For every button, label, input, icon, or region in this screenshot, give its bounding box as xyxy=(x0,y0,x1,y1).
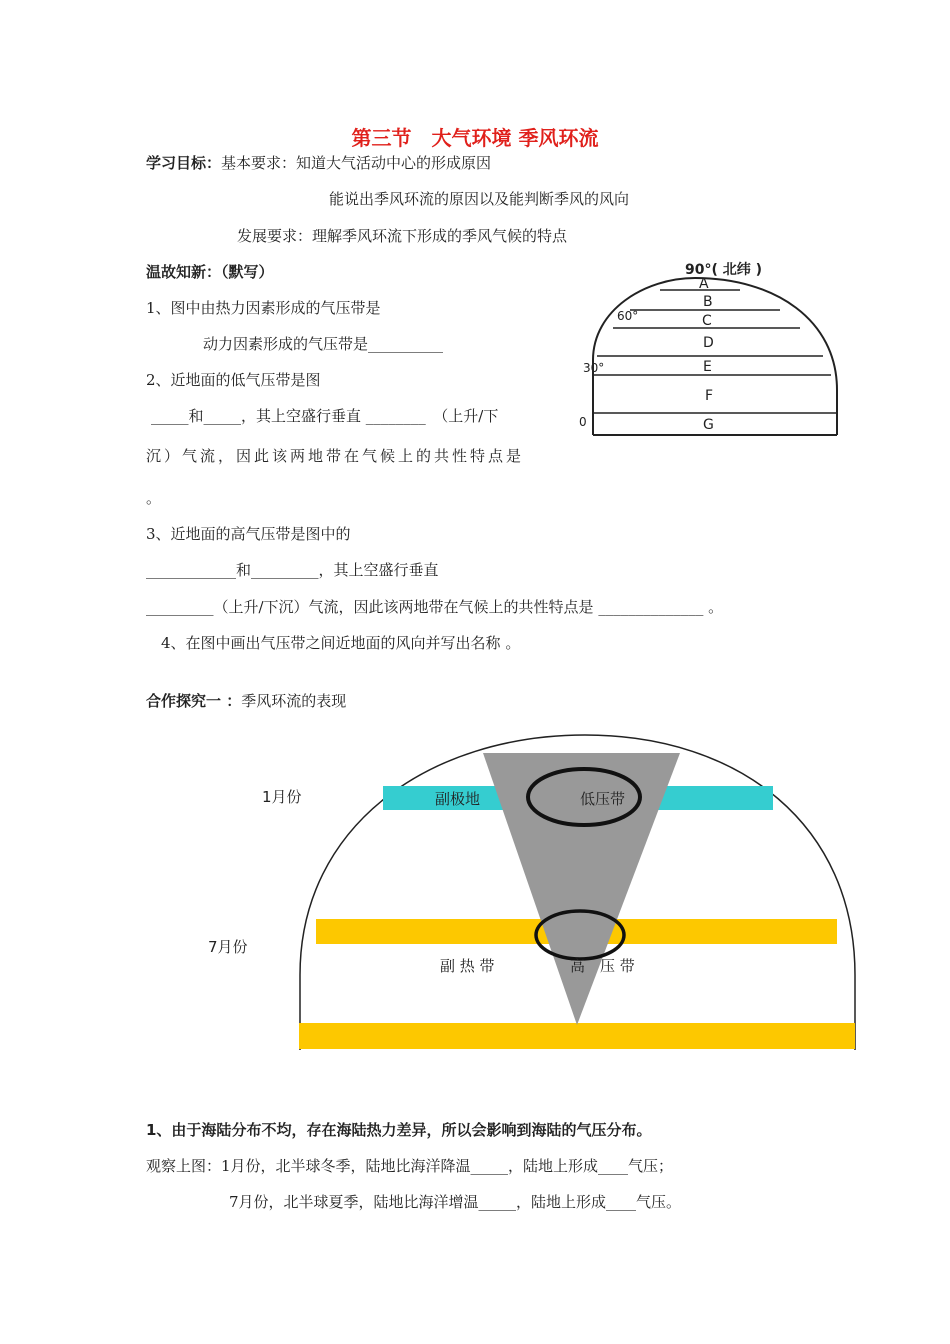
pressure-belt-diagram xyxy=(575,250,855,450)
review-q2c: 沉）气流，因此该两地带在气候上的共性特点是 xyxy=(146,447,525,465)
fig2-label-jan: 1月份 xyxy=(262,788,302,806)
page-title: 第三节 大气环境 季风环流 xyxy=(351,126,599,150)
explore-subtitle: 季风环流的表现 xyxy=(241,692,347,710)
review-q2a: 2、近地面的低气压带是图 xyxy=(146,371,321,389)
fig1-zone-f: F xyxy=(705,388,714,404)
section1-heading: 1、由于海陆分布不均，存在海陆热力差异，所以会影响到海陆的气压分布。 xyxy=(146,1121,652,1139)
objectives-develop: 发展要求：理解季风环流下形成的季风气候的特点 xyxy=(237,227,568,245)
review-q3b: ____________和_________，其上空盛行垂直 xyxy=(146,561,439,579)
section1-obs2: 7月份，北半球夏季，陆地比海洋增温_____，陆地上形成____气压。 xyxy=(229,1193,682,1211)
fig2-band-mid-left: 副 热 带 xyxy=(440,957,495,975)
fig1-lat-30: 30° xyxy=(583,361,605,375)
review-heading: 温故知新：（默写） xyxy=(146,263,274,281)
review-q1a: 1、图中由热力因素形成的气压带是 xyxy=(146,299,381,317)
fig1-zone-b: B xyxy=(703,294,713,310)
section1-obs1: 观察上图：1月份，北半球冬季，陆地比海洋降温_____，陆地上形成____气压； xyxy=(146,1157,674,1175)
fig2-yellow-band-bottom xyxy=(299,1023,855,1049)
review-q2b: _____和_____，其上空盛行垂直 ________ （上升/下 xyxy=(151,407,499,425)
objectives-line-1 xyxy=(146,152,491,173)
review-q1b: 动力因素形成的气压带是__________ xyxy=(203,335,444,353)
fig2-band-mid-right: 高 压 带 xyxy=(570,957,635,975)
fig2-band-top-left: 副极地 xyxy=(435,790,481,808)
review-q4: 4、在图中画出气压带之间近地面的风向并写出名称 。 xyxy=(161,634,521,652)
objectives-label: 学习目标： xyxy=(146,154,222,172)
review-q2d: 。 xyxy=(146,489,162,507)
fig1-zone-d: D xyxy=(703,335,714,351)
fig1-top-label: 90°( 北纬 ) xyxy=(685,262,763,278)
objectives-basic: 基本要求：知道大气活动中心的形成原因 xyxy=(221,154,492,172)
review-q3a: 3、近地面的高气压带是图中的 xyxy=(146,525,351,543)
explore-line xyxy=(146,690,346,711)
explore-heading: 合作探究一 ： xyxy=(146,692,242,710)
fig1-zone-a: A xyxy=(699,276,709,292)
fig1-zone-g: G xyxy=(703,417,714,433)
fig1-zone-e: E xyxy=(703,359,712,375)
fig1-zone-c: C xyxy=(702,313,712,329)
fig1-lat-0: 0 xyxy=(579,415,587,429)
review-q3c: _________（上升/下沉）气流，因此该两地带在气候上的共性特点是 ______________ 。 xyxy=(146,598,724,616)
objectives-basic-2: 能说出季风环流的原因以及能判断季风的风向 xyxy=(329,190,630,208)
fig1-lat-60: 60° xyxy=(617,309,639,323)
monsoon-diagram xyxy=(200,725,865,1060)
fig2-band-top-right: 低压带 xyxy=(580,790,626,808)
fig2-label-jul: 7月份 xyxy=(208,938,248,956)
